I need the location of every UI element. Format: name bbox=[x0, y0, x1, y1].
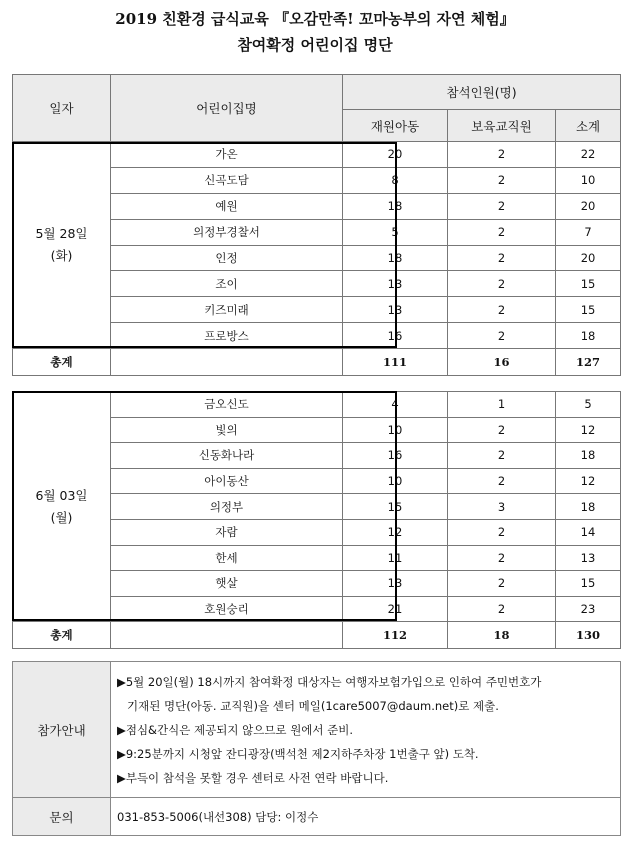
cell-staff: 2 bbox=[448, 596, 556, 622]
header-center-name: 어린이집명 bbox=[111, 75, 343, 142]
cell-staff: 2 bbox=[448, 417, 556, 443]
cell-children: 15 bbox=[343, 494, 448, 520]
cell-subtotal: 10 bbox=[556, 167, 621, 193]
date-cell bbox=[13, 392, 111, 622]
document-title: 2019 친환경 급식교육 『오감만족! 꼬마농부의 자연 체험』 bbox=[115, 10, 515, 28]
cell-name: 키즈미래 bbox=[111, 297, 343, 323]
cell-staff: 2 bbox=[448, 271, 556, 297]
cell-children: 18 bbox=[343, 193, 448, 219]
session1-table bbox=[12, 74, 621, 376]
cell-name: 인정 bbox=[111, 245, 343, 271]
cell-children: 13 bbox=[343, 297, 448, 323]
cell-staff: 2 bbox=[448, 167, 556, 193]
cell-children: 12 bbox=[343, 519, 448, 545]
header-date: 일자 bbox=[13, 75, 111, 142]
guide-line: ▶9:25분까지 시청앞 잔디광장(백석천 제2지하주차장 1번출구 앞) 도착. bbox=[117, 746, 479, 761]
cell-name: 가온 bbox=[111, 142, 343, 168]
cell-name: 의정부 bbox=[111, 494, 343, 520]
date-cell bbox=[13, 142, 111, 349]
cell-staff: 2 bbox=[448, 519, 556, 545]
cell-children: 8 bbox=[343, 167, 448, 193]
guide-line: ▶점심&간식은 제공되지 않으므로 원에서 준비. bbox=[117, 722, 354, 737]
cell-children: 20 bbox=[343, 142, 448, 168]
cell-staff: 3 bbox=[448, 494, 556, 520]
contact-text: 031-853-5006(내선308) 담당: 이정수 bbox=[111, 798, 621, 836]
cell-subtotal: 22 bbox=[556, 142, 621, 168]
header-participants: 참석인원(명) bbox=[343, 75, 621, 110]
table-row bbox=[13, 142, 621, 168]
cell-staff: 2 bbox=[448, 219, 556, 245]
session1-total-row bbox=[13, 349, 621, 376]
guide-label: 참가안내 bbox=[13, 662, 111, 798]
cell-name: 빛의 bbox=[111, 417, 343, 443]
cell-name: 프로방스 bbox=[111, 323, 343, 349]
weekday-text: (화) bbox=[50, 248, 73, 264]
date-text: 5월 28일 bbox=[35, 226, 88, 242]
guide-line: 기재된 명단(아동. 교직원)을 센터 메일(1care5007@daum.net)로 제출. bbox=[127, 698, 499, 713]
contact-label: 문의 bbox=[13, 798, 111, 836]
date-text: 6월 03일 bbox=[35, 487, 88, 503]
cell-subtotal: 7 bbox=[556, 219, 621, 245]
total-staff: 18 bbox=[448, 622, 556, 649]
cell-subtotal: 20 bbox=[556, 193, 621, 219]
cell-children: 4 bbox=[343, 392, 448, 418]
cell-name: 조이 bbox=[111, 271, 343, 297]
cell-staff: 2 bbox=[448, 193, 556, 219]
guide-content bbox=[111, 662, 621, 798]
cell-name: 의정부경찰서 bbox=[111, 219, 343, 245]
session2-total-row bbox=[13, 622, 621, 649]
cell-children: 16 bbox=[343, 323, 448, 349]
cell-subtotal: 12 bbox=[556, 468, 621, 494]
cell-name: 아이동산 bbox=[111, 468, 343, 494]
header-subtotal: 소계 bbox=[556, 110, 621, 142]
total-children: 112 bbox=[343, 622, 448, 649]
header-staff: 보육교직원 bbox=[448, 110, 556, 142]
total-staff: 16 bbox=[448, 349, 556, 376]
header-children: 재원아동 bbox=[343, 110, 448, 142]
cell-children: 18 bbox=[343, 245, 448, 271]
cell-children: 5 bbox=[343, 219, 448, 245]
cell-name: 햇살 bbox=[111, 571, 343, 597]
cell-children: 13 bbox=[343, 271, 448, 297]
total-label: 총계 bbox=[13, 622, 111, 649]
total-sum: 127 bbox=[556, 349, 621, 376]
cell-subtotal: 12 bbox=[556, 417, 621, 443]
cell-children: 13 bbox=[343, 571, 448, 597]
cell-subtotal: 13 bbox=[556, 545, 621, 571]
cell-subtotal: 18 bbox=[556, 443, 621, 469]
cell-subtotal: 14 bbox=[556, 519, 621, 545]
cell-staff: 1 bbox=[448, 392, 556, 418]
table-row bbox=[13, 392, 621, 418]
cell-subtotal: 15 bbox=[556, 297, 621, 323]
cell-staff: 2 bbox=[448, 245, 556, 271]
cell-staff: 2 bbox=[448, 297, 556, 323]
cell-staff: 2 bbox=[448, 323, 556, 349]
total-sum: 130 bbox=[556, 622, 621, 649]
cell-staff: 2 bbox=[448, 443, 556, 469]
document-subtitle: 참여확정 어린이집 명단 bbox=[237, 36, 393, 54]
cell-staff: 2 bbox=[448, 142, 556, 168]
total-label: 총계 bbox=[13, 349, 111, 376]
cell-children: 16 bbox=[343, 443, 448, 469]
session2-table bbox=[12, 391, 621, 649]
cell-children: 11 bbox=[343, 545, 448, 571]
weekday-text: (월) bbox=[50, 509, 73, 525]
cell-subtotal: 23 bbox=[556, 596, 621, 622]
cell-children: 21 bbox=[343, 596, 448, 622]
info-table bbox=[12, 661, 621, 836]
cell-subtotal: 15 bbox=[556, 571, 621, 597]
cell-staff: 2 bbox=[448, 571, 556, 597]
cell-subtotal: 15 bbox=[556, 271, 621, 297]
cell-name: 예원 bbox=[111, 193, 343, 219]
guide-line: ▶5월 20일(월) 18시까지 참여확정 대상자는 여행자보험가입으로 인하여 주민번호가 bbox=[117, 674, 542, 689]
cell-name: 신곡도담 bbox=[111, 167, 343, 193]
cell-name: 금오신도 bbox=[111, 392, 343, 418]
cell-name: 자람 bbox=[111, 519, 343, 545]
cell-name: 신동화나라 bbox=[111, 443, 343, 469]
cell-subtotal: 5 bbox=[556, 392, 621, 418]
cell-subtotal: 18 bbox=[556, 494, 621, 520]
cell-subtotal: 20 bbox=[556, 245, 621, 271]
total-children: 111 bbox=[343, 349, 448, 376]
cell-name: 호원숭리 bbox=[111, 596, 343, 622]
guide-line: ▶부득이 참석을 못할 경우 센터로 사전 연락 바랍니다. bbox=[117, 770, 389, 785]
cell-staff: 2 bbox=[448, 545, 556, 571]
cell-subtotal: 18 bbox=[556, 323, 621, 349]
cell-name: 한세 bbox=[111, 545, 343, 571]
cell-staff: 2 bbox=[448, 468, 556, 494]
cell-children: 10 bbox=[343, 468, 448, 494]
cell-children: 10 bbox=[343, 417, 448, 443]
